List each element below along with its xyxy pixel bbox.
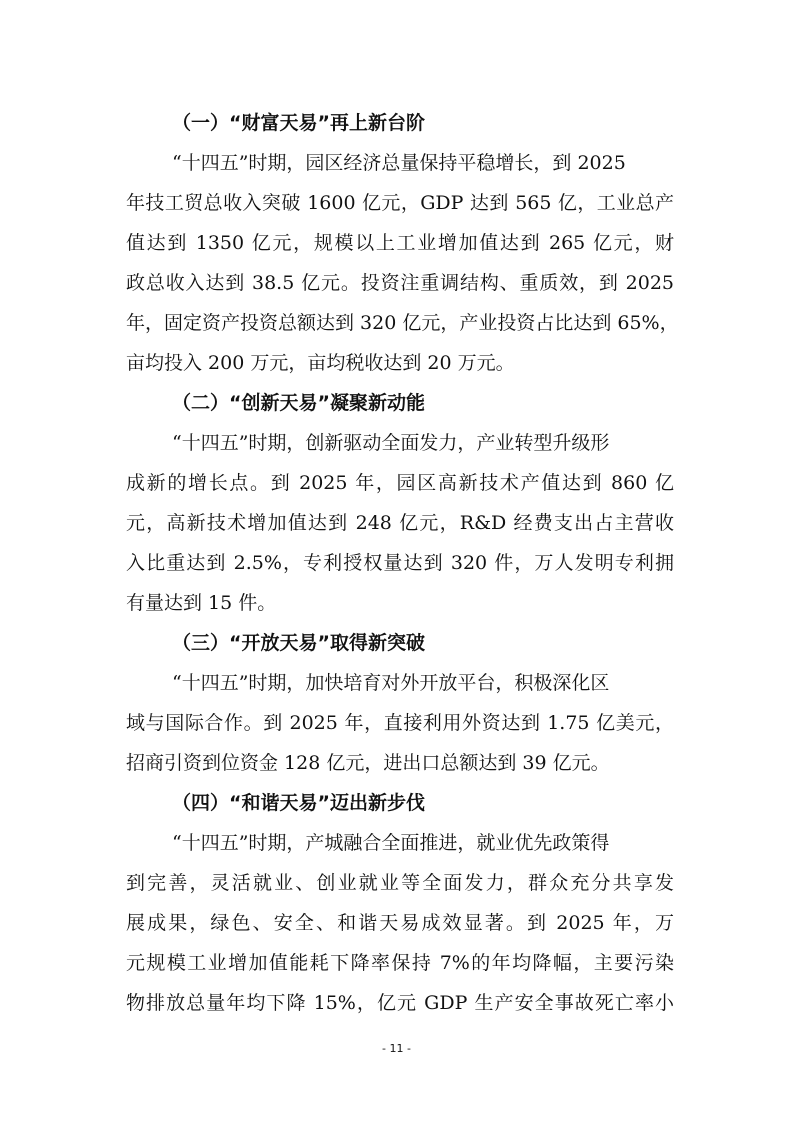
section-3-line-1: “十四五”时期，加快培育对外开放平台，积极深化区 — [172, 672, 610, 694]
section-2-line-5: 有量达到 15 件。 — [126, 592, 277, 614]
section-1-line-6: 亩均投入 200 万元，亩均税收达到 20 万元。 — [126, 352, 515, 374]
section-4-line-1: “十四五”时期，产城融合全面推进，就业优先政策得 — [172, 832, 610, 854]
section-1-heading: （一）“财富天易”再上新台阶 — [172, 112, 425, 134]
section-1-line-1: “十四五”时期，园区经济总量保持平稳增长，到 2025 — [172, 152, 626, 174]
section-4-heading: （四）“和谐天易”迈出新步伐 — [172, 792, 425, 814]
section-3-heading: （三）“开放天易”取得新突破 — [172, 632, 425, 654]
section-1-line-5: 年，固定资产投资总额达到 320 亿元，产业投资占比达到 65%， — [126, 312, 679, 334]
section-4-line-2: 到完善，灵活就业、创业就业等全面发力，群众充分共享发 — [126, 872, 674, 894]
section-2-line-2: 成新的增长点。到 2025 年，园区高新技术产值达到 860 亿 — [126, 472, 674, 494]
section-1-line-3: 值达到 1350 亿元，规模以上工业增加值达到 265 亿元，财 — [126, 232, 674, 254]
section-1-line-4: 政总收入达到 38.5 亿元。投资注重调结构、重质效，到 2025 — [126, 272, 674, 294]
section-3-line-2: 域与国际合作。到 2025 年，直接利用外资达到 1.75 亿美元， — [126, 712, 674, 734]
section-1-line-2: 年技工贸总收入突破 1600 亿元，GDP 达到 565 亿，工业总产 — [126, 192, 674, 214]
section-2-line-1: “十四五”时期，创新驱动全面发力，产业转型升级形 — [172, 432, 610, 454]
section-4-line-5: 物排放总量年均下降 15%，亿元 GDP 生产安全事故死亡率小 — [126, 992, 674, 1014]
section-4-line-3: 展成果，绿色、安全、和谐天易成效显著。到 2025 年，万 — [126, 912, 674, 934]
section-4-line-4: 元规模工业增加值能耗下降率保持 7%的年均降幅，主要污染 — [126, 952, 674, 974]
section-2-heading: （二）“创新天易”凝聚新动能 — [172, 392, 425, 414]
page-number: - 11 - — [382, 1042, 411, 1055]
section-2-line-4: 入比重达到 2.5%，专利授权量达到 320 件，万人发明专利拥 — [126, 552, 674, 574]
section-3-line-3: 招商引资到位资金 128 亿元，进出口总额达到 39 亿元。 — [126, 752, 610, 774]
section-2-line-3: 元，高新技术增加值达到 248 亿元，R&D 经费支出占主营收 — [126, 512, 674, 534]
